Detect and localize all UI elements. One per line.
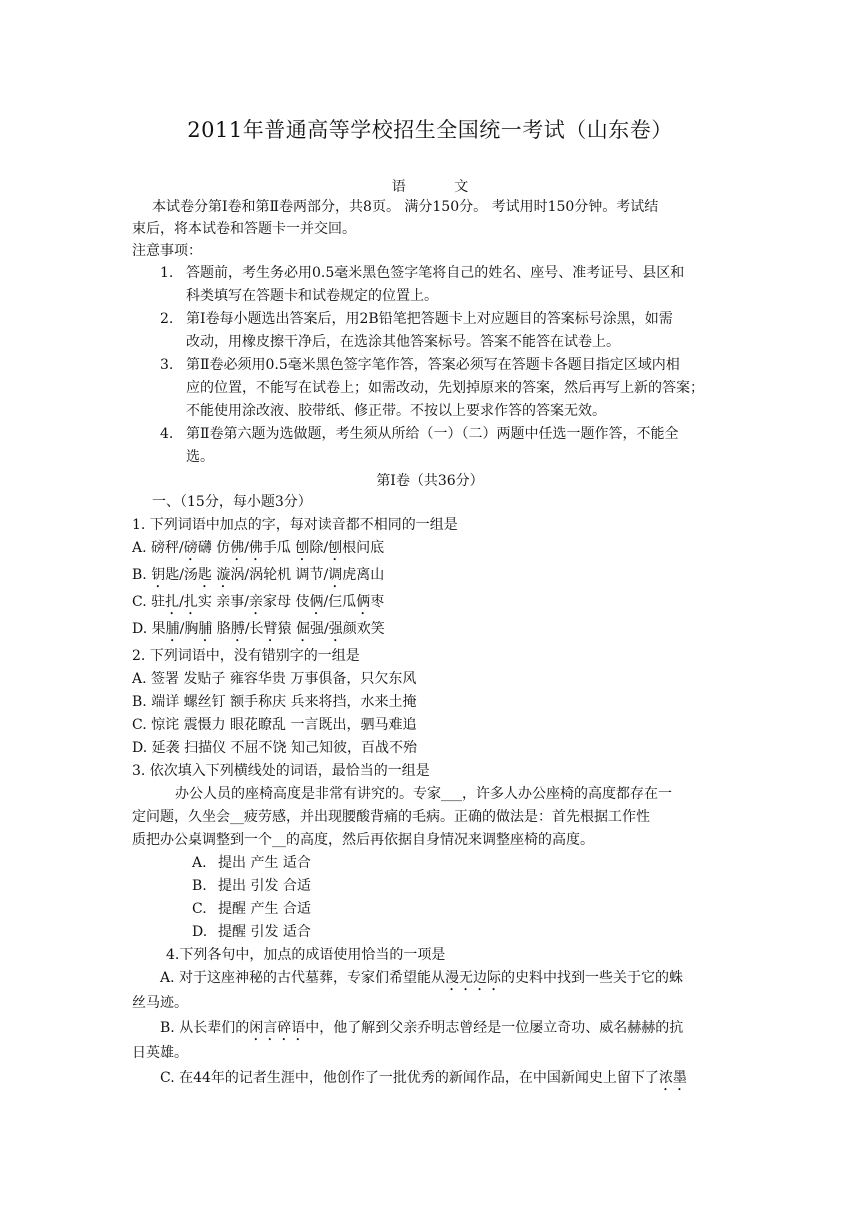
notice-number: 2. [160, 311, 174, 327]
question-3-option-a: A. 提出 产生 适合 [192, 855, 311, 871]
intro-line-1: 本试卷分第Ⅰ卷和第Ⅱ卷两部分，共8页。 满分150分。 考试用时150分钟。考试结 [152, 199, 659, 215]
question-1-option-c: C. 驻扎/扎实 亲事/亲家母 伎俩/仨瓜俩枣 [132, 594, 385, 610]
question-3-passage-line-1: 办公人员的座椅高度是非常有讲究的。专家___，许多人办公座椅的高度都存在一 [175, 786, 672, 802]
question-4-option-b-line-2: 日英雄。 [132, 1045, 188, 1061]
question-3-option-d: D. 提醒 引发 适合 [192, 924, 311, 940]
notice-number: 3. [160, 357, 174, 373]
section-heading: 第Ⅰ卷（共36分） [376, 473, 484, 489]
notice-3-line-2: 应的位置，不能写在试卷上；如需改动，先划掉原来的答案，然后再写上新的答案； [186, 380, 704, 396]
question-3-option-b: B. 提出 引发 合适 [192, 878, 311, 894]
question-1-option-b: B. 钥匙/汤匙 漩涡/涡轮机 调节/调虎离山 [132, 567, 385, 583]
exam-title: 2011年普通高等学校招生全国统一考试（山东卷） [187, 118, 673, 142]
question-3-option-c: C. 提醒 产生 合适 [192, 901, 311, 917]
notice-number: 1. [160, 265, 174, 281]
notice-3-line-3: 不能使用涂改液、胶带纸、修正带。不按以上要求作答的答案无效。 [186, 403, 606, 419]
question-2-option-c: C. 惊诧 震慑力 眼花瞭乱 一言既出，驷马难追 [132, 717, 417, 733]
question-4-option-a-line-2: 丝马迹。 [132, 995, 188, 1011]
question-3-passage-line-2: 定问题，久坐会__疲劳感，并出现腰酸背痛的毛病。正确的做法是：首先根据工作性 [132, 809, 650, 825]
notice-4-line-1: 4. 第Ⅱ卷第六题为选做题，考生须从所给（一）（二）两题中任选一题作答，不能全 [160, 426, 679, 442]
question-2-stem: 2. 下列词语中，没有错别字的一组是 [132, 648, 360, 664]
notice-1-line-2: 科类填写在答题卡和试卷规定的位置上。 [186, 288, 438, 304]
notice-2-line-2: 改动，用橡皮擦干净后，在选涂其他答案标号。答案不能答在试卷上。 [186, 334, 620, 350]
question-1-stem: 1. 下列词语中加点的字，每对读音都不相同的一组是 [132, 517, 458, 533]
question-4-option-b-line-1: B. 从长辈们的闲言碎语中，他了解到父亲乔明志曾经是一位屡立奇功、威名赫赫的抗 [160, 1020, 684, 1036]
notice-1-line-1: 1. 答题前，考生务必用0.5毫米黑色签字笔将自己的姓名、座号、准考证号、县区和 [160, 265, 685, 281]
intro-line-2: 束后，将本试卷和答题卡一并交回。 [132, 221, 356, 237]
question-2-option-d: D. 延袭 扫描仪 不屈不饶 知己知彼，百战不殆 [132, 740, 417, 756]
question-3-stem: 3. 依次填入下列横线处的词语，最恰当的一组是 [132, 763, 430, 779]
question-2-option-a: A. 签署 发贴子 雍容华贵 万事俱备，只欠东风 [132, 671, 417, 687]
subject-label: 语 文 [391, 179, 469, 195]
part-heading: 一、（15分，每小题3分） [152, 494, 312, 510]
question-2-option-b: B. 端详 螺丝钉 额手称庆 兵来将挡，水来土掩 [132, 694, 417, 710]
question-4-option-c-line-1: C. 在44年的记者生涯中，他创作了一批优秀的新闻作品，在中国新闻史上留下了浓墨 [160, 1070, 687, 1086]
notice-4-line-2: 选。 [186, 449, 214, 465]
question-1-option-d: D. 果脯/胸脯 胳膊/长臂猿 倔强/强颜欢笑 [132, 621, 385, 637]
question-4-option-a-line-1: A. 对于这座神秘的古代墓葬，专家们希望能从漫无边际的史料中找到一些关于它的蛛 [160, 970, 684, 986]
question-4-stem: 4.下列各句中，加点的成语使用恰当的一项是 [166, 947, 446, 963]
notice-2-line-1: 2. 第Ⅰ卷每小题选出答案后，用2B铅笔把答题卡上对应题目的答案标号涂黑，如需 [160, 311, 673, 327]
notice-number: 4. [160, 426, 174, 442]
question-1-option-a: A. 磅秤/磅礴 仿佛/佛手瓜 刨除/刨根问底 [132, 540, 385, 556]
question-3-passage-line-3: 质把办公桌调整到一个__的高度，然后再依据自身情况来调整座椅的高度。 [132, 832, 594, 848]
notice-3-line-1: 3. 第Ⅱ卷必须用0.5毫米黑色签字笔作答，答案必须写在答题卡各题目指定区域内相 [160, 357, 680, 373]
notice-heading: 注意事项： [132, 243, 202, 259]
